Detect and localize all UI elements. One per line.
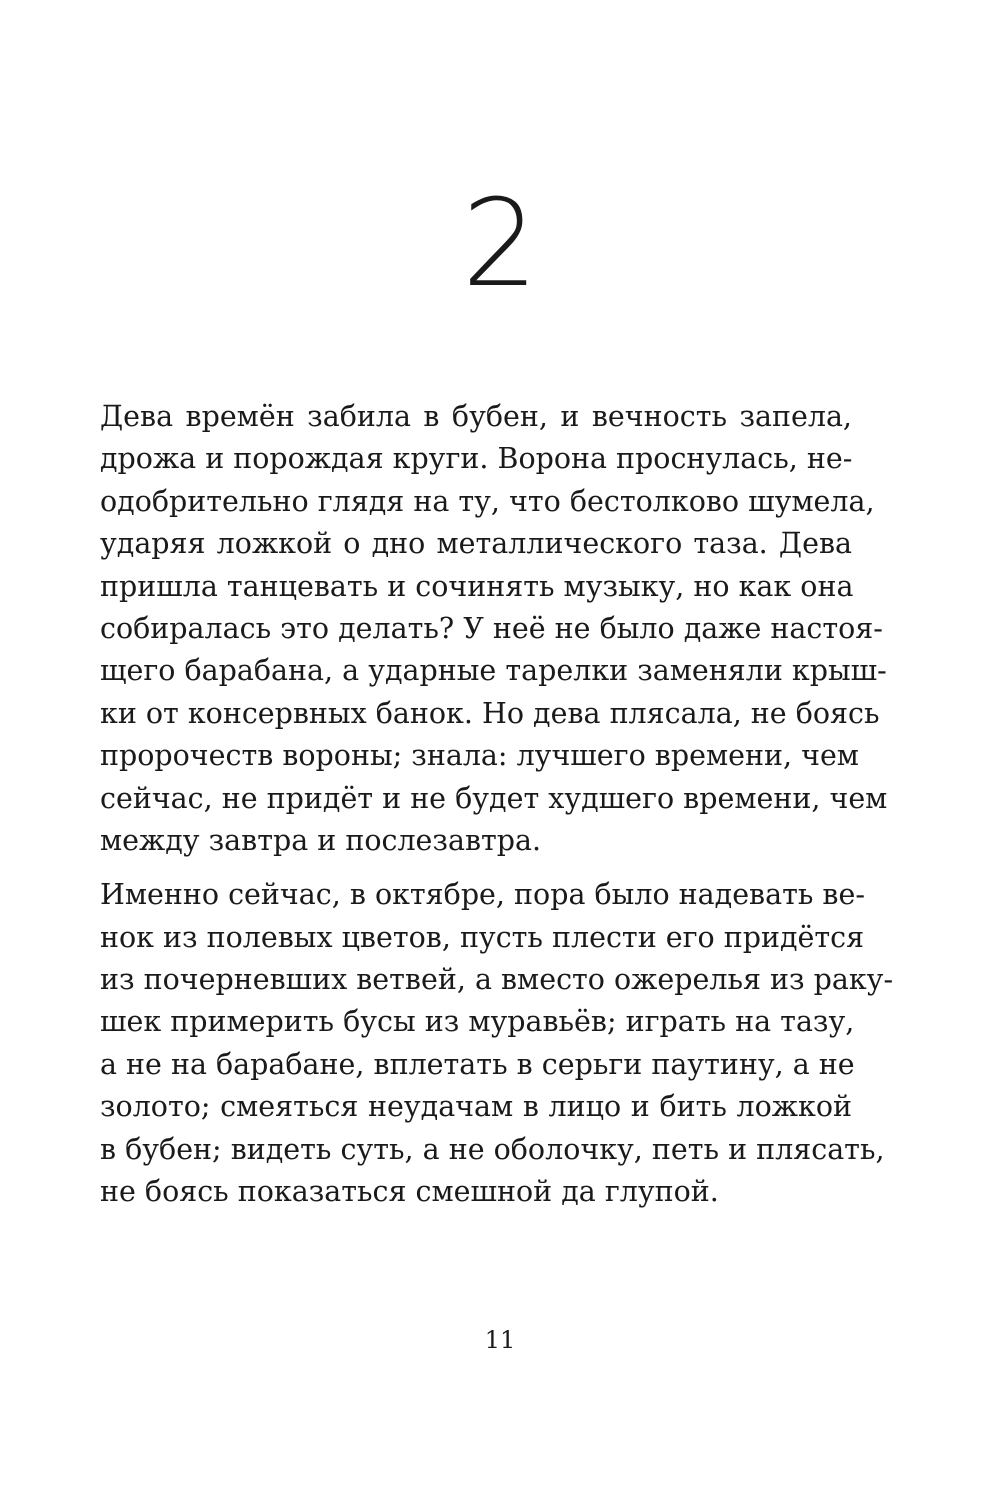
text-line: сейчас, не придёт и не будет худшего времени, чем [100,781,888,815]
text-line: нок из полевых цветов, пусть плести его придётся [100,920,865,954]
page-number: 11 [484,1326,516,1354]
text-line: а не на барабане, вплетать в серьги паутину, а не [100,1047,855,1081]
text-line: дрожа и порождая круги. Ворона проснулась, не- [100,442,853,476]
text-line: не боясь показаться смешной да глупой. [100,1175,719,1209]
text-line: пророчеств вороны; знала: лучшего времени, чем [100,739,859,773]
text-line: шек примерить бусы из муравьёв; играть на тазу, [100,1005,855,1039]
text-line: в бубен; видеть суть, а не оболочку, петь и плясать, [100,1132,885,1166]
text-line: Именно сейчас, в октябре, пора было надевать ве- [100,878,865,912]
paragraph-2 [100,874,894,1213]
body-text [100,396,894,1213]
text-line: Дева времён забила в бубен, и вечность запела, [100,400,852,433]
text-line: между завтра и послезавтра. [100,823,542,857]
chapter-number: 2 [461,175,539,314]
paragraph-1 [100,396,888,862]
text-line: одобрительно глядя на ту, что бестолково шумела, [100,484,875,518]
text-line: ки от консервных банок. Но дева плясала, не боясь [100,696,880,730]
text-line: щего барабана, а ударные тарелки заменяли крыш- [100,654,887,688]
text-line: пришла танцевать и сочинять музыку, но как она [100,569,854,603]
text-line: золото; смеяться неудачам в лицо и бить ложкой [100,1090,852,1124]
text-line: ударяя ложкой о дно металлического таза. Дева [100,527,852,561]
text-line: собиралась это делать? У неё не было даже настоя- [100,611,883,645]
text-line: из почерневших ветвей, а вместо ожерелья из раку- [100,963,894,997]
